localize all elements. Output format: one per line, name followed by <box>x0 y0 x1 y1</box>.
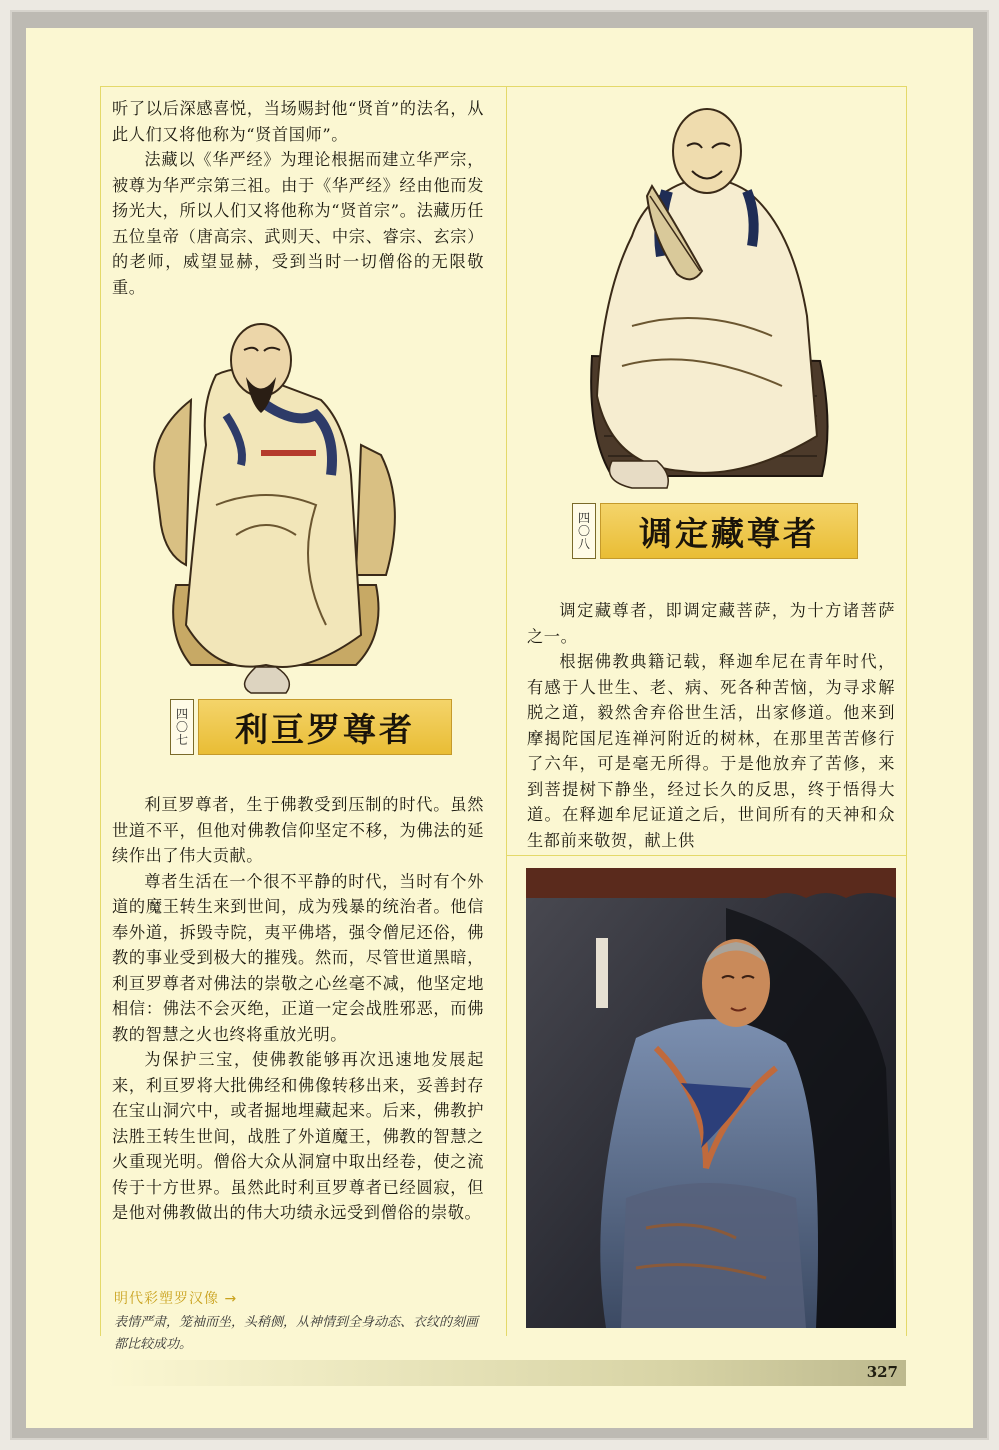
column-divider <box>506 86 507 1336</box>
caption-title: 明代彩塑罗汉像 → <box>114 1291 238 1307</box>
arhat-407-number <box>170 699 194 755</box>
photo-caption <box>114 1288 486 1356</box>
paragraph: 尊者生活在一个很不平静的时代，当时有个外道的魔王转生来到世间，成为残暴的统治者。他信奉外道，拆毁寺院，夷平佛塔，强令僧尼还俗，佛教的事业受到极大的摧残。然而，尽管世道黑暗，利亘罗尊者对佛法的崇敬之心丝毫不减，他坚定地相信：佛法不会灭绝，正道一定会战胜邪恶，而佛教的智慧之火也终将重放光明。 <box>112 871 484 1044</box>
paragraph: 利亘罗尊者，生于佛教受到压制的时代。虽然世道不平，但他对佛教信仰坚定不移，为佛法的延续作出了伟大贡献。 <box>112 795 484 865</box>
arhat-408-number <box>572 503 596 559</box>
arhat-408-title: 调定藏尊者 <box>600 503 858 559</box>
left-margin-rule <box>100 86 101 1336</box>
page-footer-bar <box>106 1360 906 1386</box>
number-char: 七 <box>175 732 188 747</box>
paragraph: 为保护三宝，使佛教能够再次迅速地发展起来，利亘罗将大批佛经和佛像转移出来，妥善封存在宝山洞穴中，或者掘地埋藏起来。后来，佛教护法胜王转生世间，战胜了外道魔王，佛教的智慧之火重现光明。僧俗大众从洞窟中取出经卷，使之流传于十方世界。虽然此时利亘罗尊者已经圆寂，但是他对佛教做出的伟大功绩永远受到僧俗的崇敬。 <box>112 1050 484 1222</box>
number-char: 四 <box>175 706 188 721</box>
statue-photo-drawing <box>526 868 896 1328</box>
number-char: 〇 <box>577 523 590 538</box>
number-char: 八 <box>577 536 590 551</box>
left-bottom-text <box>112 792 484 1226</box>
right-photo-rule <box>506 855 906 856</box>
arhat-407-illustration <box>146 305 406 695</box>
arhat-408-title-box <box>572 503 858 559</box>
arhat-407-title-box <box>170 699 452 755</box>
number-char: 〇 <box>175 719 188 734</box>
left-top-text <box>112 96 484 300</box>
paragraph: 根据佛教典籍记载，释迦牟尼在青年时代，有感于人世生、老、病、死各种苦恼，为寻求解脱之道，毅然舍弃俗世生活，出家修道。他来到摩揭陀国尼连禅河附近的树林，在那里苦苦修行了六年，可是毫无所得。于是他放弃了苦修，来到菩提树下静坐，经过长久的反思，终于悟得大道。在释迦牟尼证道之后，世间所有的天神和众生都前来敬贺，献上供 <box>527 652 895 850</box>
caption-text: 表情严肃，笼袖而坐，头稍侧，从神情到全身动态、衣纹的刻画都比较成功。 <box>114 1315 479 1352</box>
top-rule <box>100 86 906 87</box>
paragraph: 法藏以《华严经》为理论根据而建立华严宗，被尊为华严宗第三祖。由于《华严经》经由他而发扬光大，所以人们又将他称为“贤首宗”。法藏历任五位皇帝（唐高宗、武则天、中宗、睿宗、玄宗）的老师，威望显赫，受到当时一切僧俗的无限敬重。 <box>112 150 484 297</box>
page-number: 327 <box>866 1363 898 1381</box>
paragraph: 调定藏尊者，即调定藏菩萨，为十方诸菩萨之一。 <box>527 601 895 646</box>
arhat-408-illustration <box>572 96 842 491</box>
number-char: 四 <box>577 510 590 525</box>
arhat-407-title: 利亘罗尊者 <box>198 699 452 755</box>
right-margin-rule <box>906 86 907 1336</box>
paragraph: 听了以后深感喜悦，当场赐封他“贤首”的法名，从此人们又将他称为“贤首国师”。 <box>112 99 484 144</box>
painted-arhat-statue-photo <box>526 868 896 1328</box>
right-text <box>527 598 895 853</box>
